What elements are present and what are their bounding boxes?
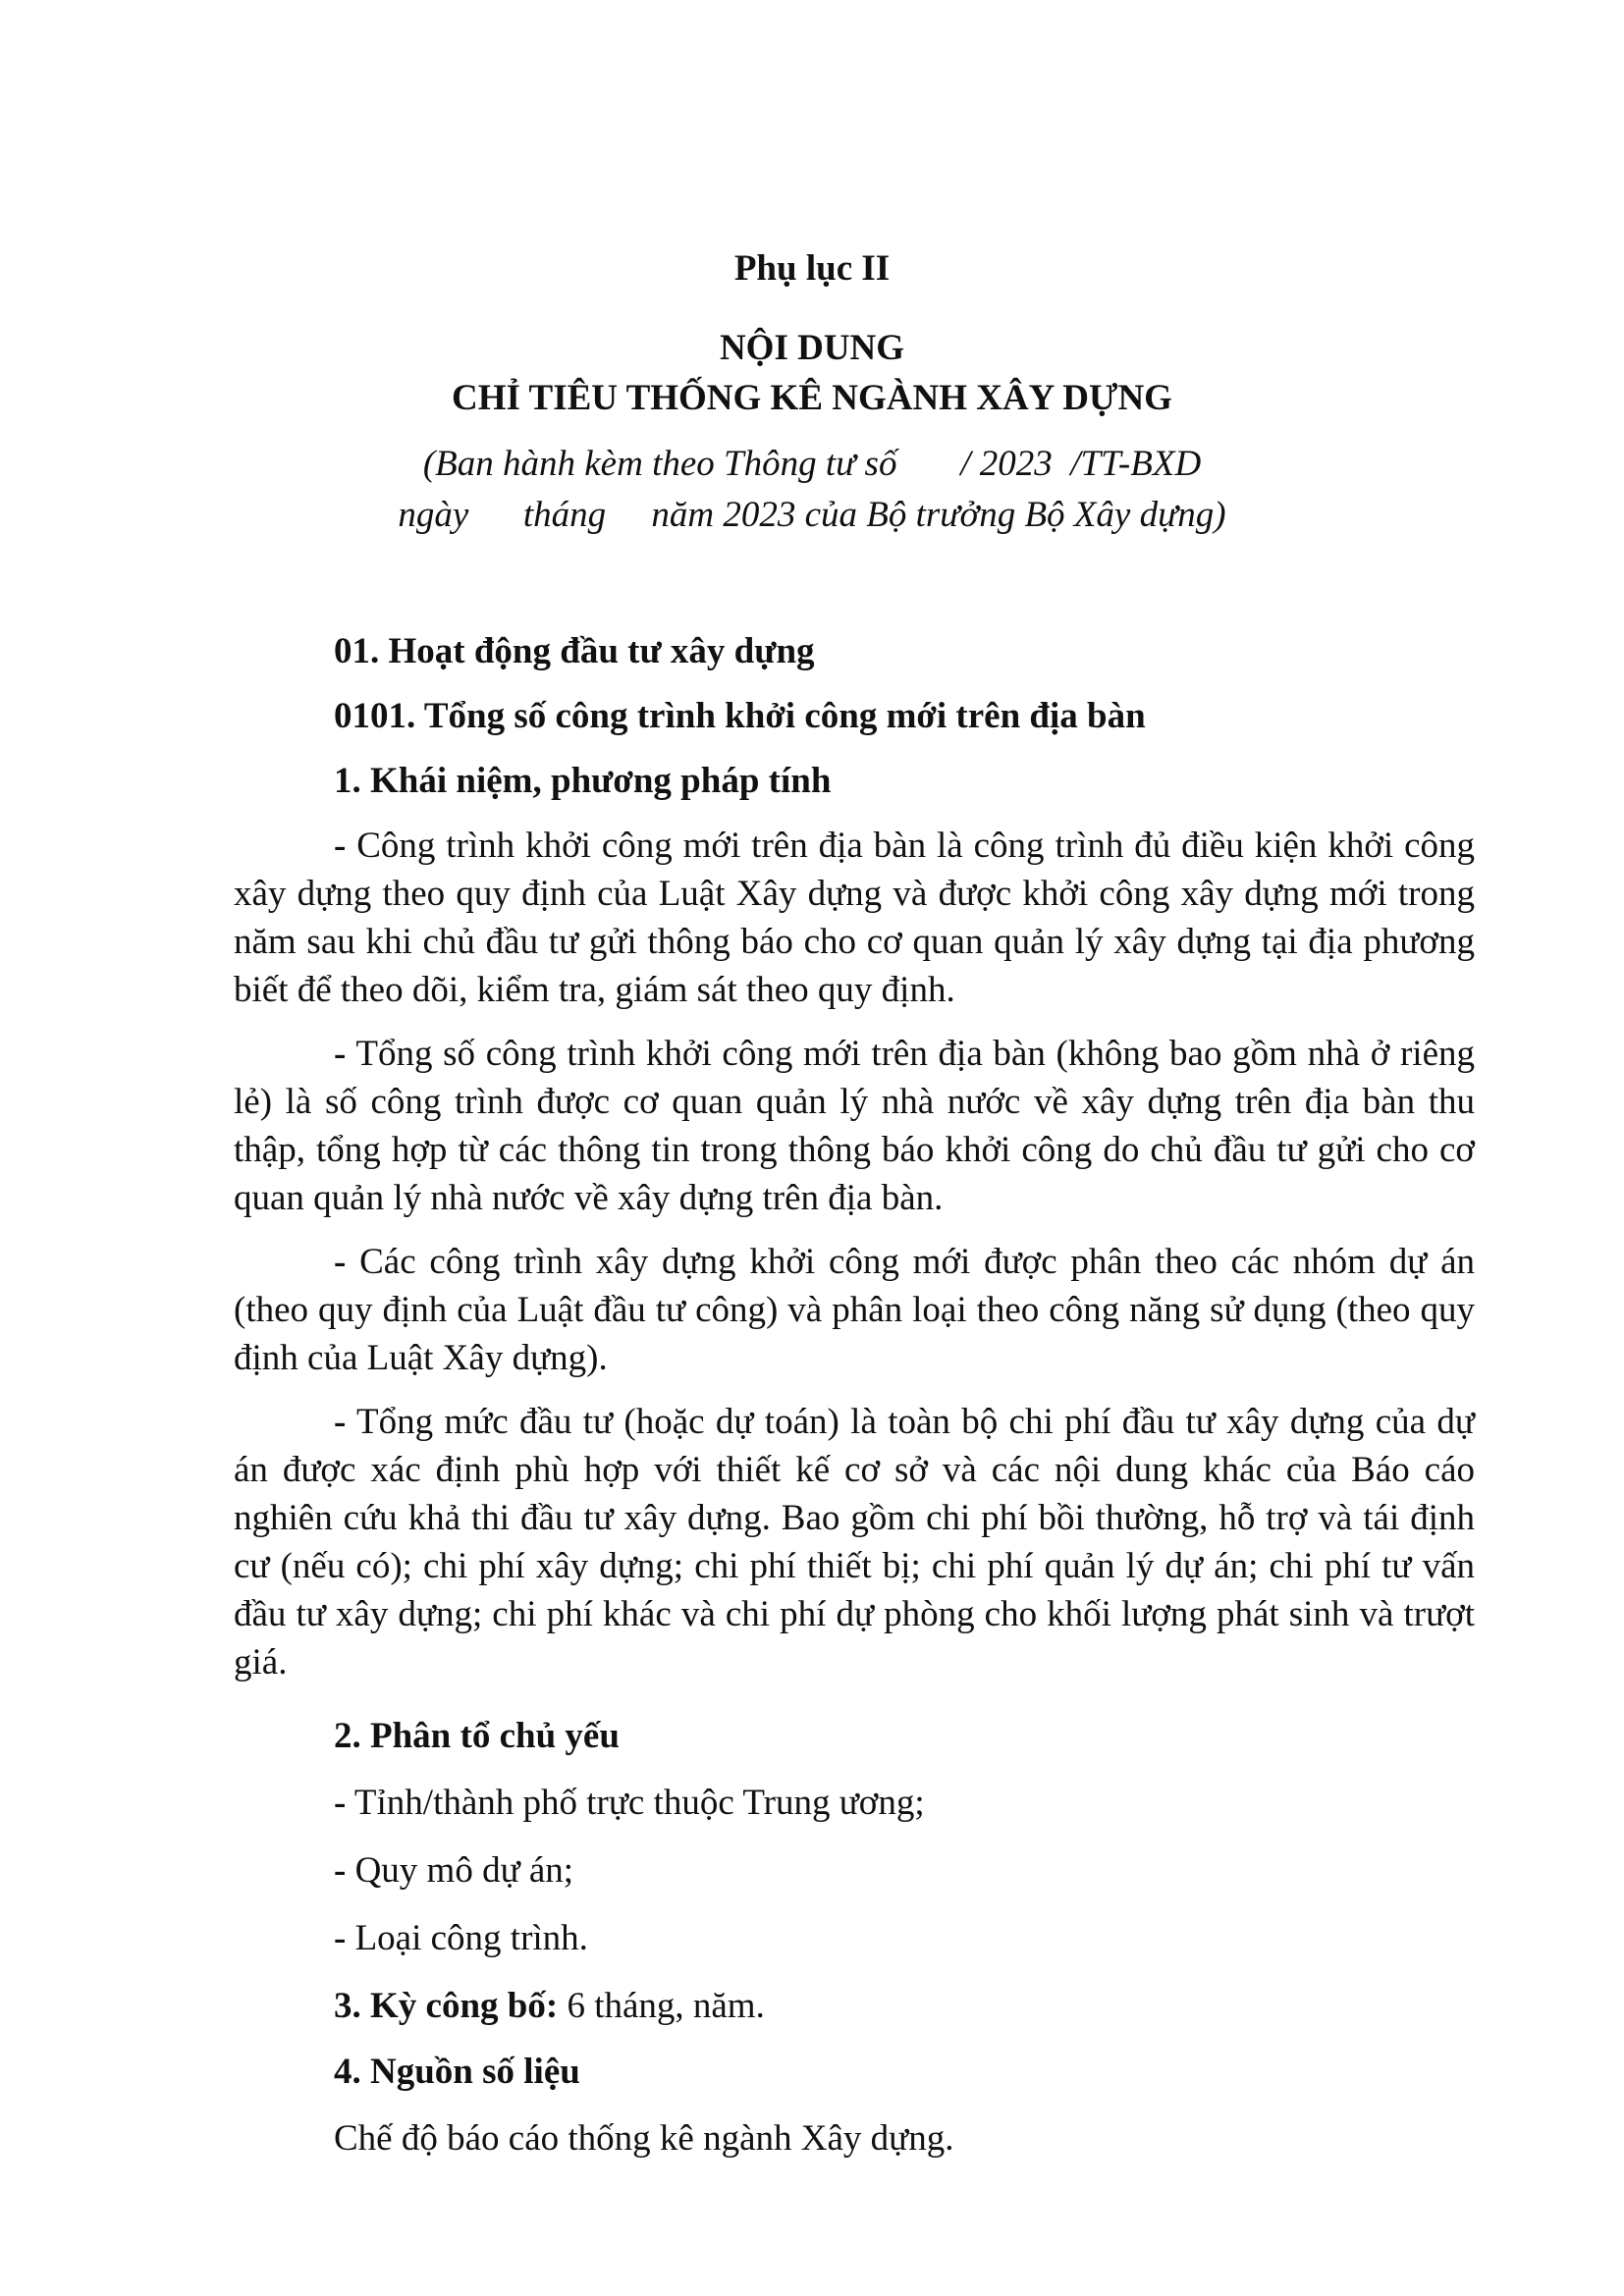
breakdown-dash: - [334,1783,347,1823]
document-title-line2: CHỈ TIÊU THỐNG KÊ NGÀNH XÂY DỰNG [452,378,1172,418]
indicator-heading: 0101. Tổng số công trình khởi công mới trên địa bàn [334,696,1146,736]
paragraph-dash: - [334,1242,347,1282]
breakdown-heading: 2. Phân tổ chủ yếu [334,1716,620,1756]
issuance-note-line2: ngày tháng năm 2023 của Bộ trưởng Bộ Xây dựng) [398,495,1226,535]
publication-period-label: 3. Kỳ công bố: [334,1986,559,2026]
paragraph-text: Công trình khởi công mới trên địa bàn là công trình đủ điều kiện khởi công xây dựng theo quy định của Luật Xây dựng và được khởi công xây dựng mới trong năm sau khi chủ đầu tư gửi thông báo cho cơ quan quản lý xây dựng tại địa phương biết để theo dõi, kiểm tra, giám sát theo quy định. [234,826,1475,1010]
document-title-line1: NỘI DUNG [719,328,905,368]
publication-period-value: 6 tháng, năm. [558,1986,765,2026]
breakdown-item [334,1847,573,1895]
paragraph [234,1398,1475,1686]
breakdown-dash: - [334,1918,347,1958]
paragraph-dash: - [334,826,347,866]
breakdown-item [334,1780,925,1827]
breakdown-text: Tỉnh/thành phố trực thuộc Trung ương; [346,1783,925,1823]
paragraph [234,822,1475,1014]
paragraph [234,1030,1475,1222]
source-text: Chế độ báo cáo thống kê ngành Xây dựng. [334,2118,954,2159]
breakdown-text: Quy mô dự án; [346,1850,574,1891]
paragraph-text: Tổng mức đầu tư (hoặc dự toán) là toàn bộ chi phí đầu tư xây dựng của dự án được xác định phù hợp với thiết kế cơ sở và các nội dung khác của Báo cáo nghiên cứu khả thi đầu tư xây dựng. Bao gồm chi phí bồi thường, hỗ trợ và tái định cư (nếu có); chi phí xây dựng; chi phí thiết bị; chi phí quản lý dự án; chi phí tư vấn đầu tư xây dựng; chi phí khác và chi phí dự phòng cho khối lượng phát sinh và trượt giá. [234,1402,1475,1682]
paragraph-text: Các công trình xây dựng khởi công mới được phân theo các nhóm dự án (theo quy định của Luật đầu tư công) và phân loại theo công năng sử dụng (theo quy định của Luật Xây dựng). [234,1242,1475,1378]
paragraph-dash: - [334,1034,347,1074]
paragraph-dash: - [334,1402,347,1442]
section-heading: 01. Hoạt động đầu tư xây dựng [334,631,815,671]
breakdown-item [334,1915,588,1962]
breakdown-dash: - [334,1850,347,1891]
paragraph-text: Tổng số công trình khởi công mới trên địa bàn (không bao gồm nhà ở riêng lẻ) là số công trình được cơ quan quản lý nhà nước về xây dựng trên địa bàn thu thập, tổng hợp từ các thông tin trong thông báo khởi công do chủ đầu tư gửi cho cơ quan quản lý nhà nước về xây dựng trên địa bàn. [234,1034,1475,1218]
source-heading: 4. Nguồn số liệu [334,2052,580,2092]
publication-period [334,1983,765,2030]
breakdown-text: Loại công trình. [346,1918,588,1958]
paragraph [234,1238,1475,1382]
concept-heading: 1. Khái niệm, phương pháp tính [334,761,832,801]
appendix-label: Phụ lục II [733,248,891,289]
issuance-note-line1: (Ban hành kèm theo Thông tư số / 2023 /TT-BXD [422,444,1202,484]
